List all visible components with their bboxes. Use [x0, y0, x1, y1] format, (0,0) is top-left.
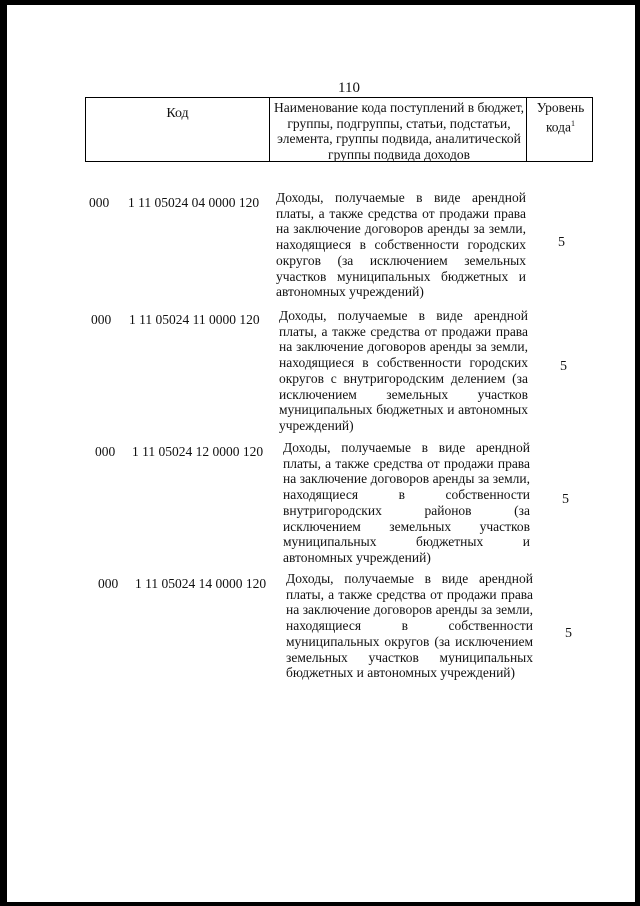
row-description: Доходы, получаемые в виде арендной платы, а также средства от продажи права на заключение договоров аренды за земли, находящиеся в собственности внутригородских районов (за исключением земельных участков муниципальных бюджетных и автономных учреждений) [283, 440, 530, 565]
row-code: 1 11 05024 14 0000 120 [135, 576, 267, 591]
scan-edge-right [635, 0, 640, 906]
header-level [527, 100, 594, 136]
header-level-text: Уровень кода [536, 100, 585, 135]
row-level: 5 [558, 235, 565, 250]
row-prefix: 000 [95, 444, 116, 459]
row-prefix: 000 [98, 576, 119, 591]
row-level: 5 [565, 626, 572, 641]
header-divider [269, 98, 270, 161]
row-description: Доходы, получаемые в виде арендной платы, а также средства от продажи права на заключение договоров аренды за земли, находящиеся в собственности муниципальных округов (за исключением земельных участков муниципальных бюджетных и автономных учреждений) [286, 571, 533, 681]
row-description: Доходы, получаемые в виде арендной платы, а также средства от продажи права на заключение договоров аренды за земли, находящиеся в собственности городских округов (за исключением земельных участков муниципальных бюджетных и автономных учреждений) [276, 190, 526, 300]
scan-edge-top [0, 0, 640, 5]
table-header [85, 97, 593, 162]
scan-edge-left [0, 0, 7, 906]
header-code: Код [166, 106, 189, 121]
header-name: Наименование кода поступлений в бюджет, группы, подгруппы, статьи, подстатьи, элемента, группы подвида, аналитической группы подвида доходов [274, 100, 525, 162]
row-description: Доходы, получаемые в виде арендной платы, а также средства от продажи права на заключение договоров аренды за земли, находящиеся в собственности городских округов с внутригородским делением (за исключением земельных участков муниципальных бюджетных и автономных учреждений) [279, 308, 528, 433]
row-code: 1 11 05024 12 0000 120 [132, 444, 264, 459]
row-level: 5 [560, 359, 567, 374]
row-prefix: 000 [89, 195, 110, 210]
scan-edge-bottom [0, 902, 640, 906]
header-level-footnote-mark: 1 [571, 119, 576, 128]
row-prefix: 000 [91, 312, 112, 327]
row-code: 1 11 05024 04 0000 120 [128, 195, 260, 210]
row-level: 5 [562, 492, 569, 507]
row-code: 1 11 05024 11 0000 120 [129, 312, 260, 327]
page-number: 110 [338, 80, 360, 96]
